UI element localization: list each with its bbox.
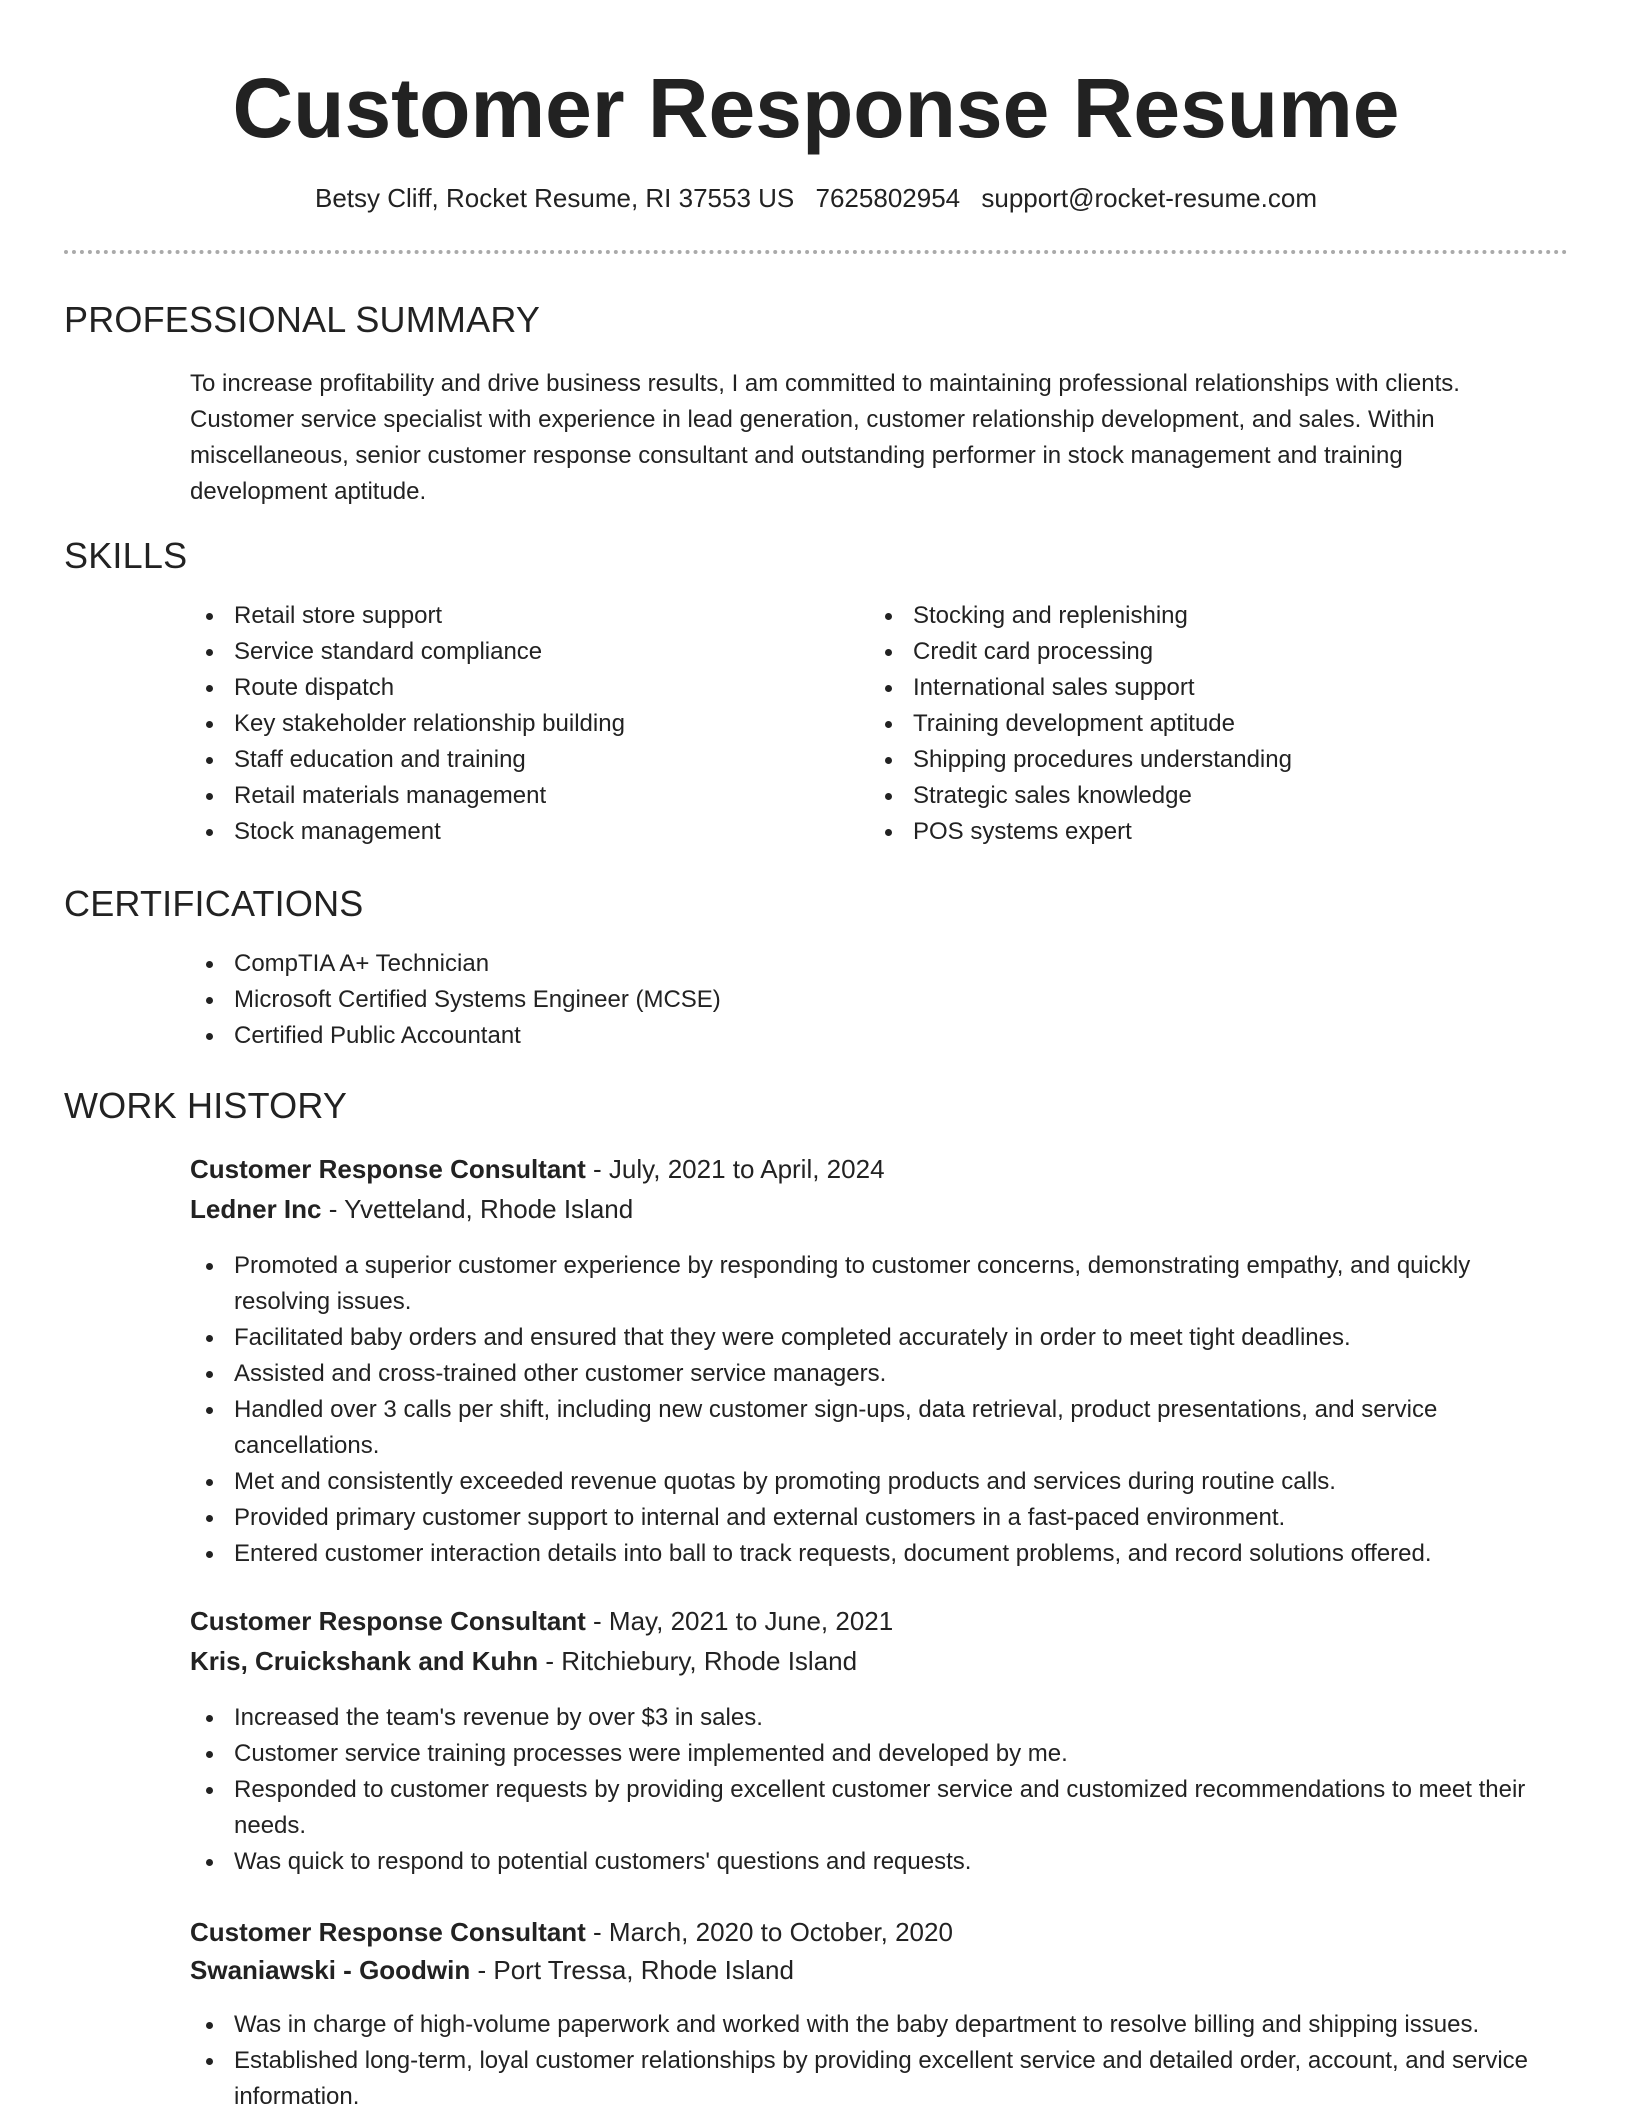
skill-item: Shipping procedures understanding (869, 742, 1529, 778)
certification-item: CompTIA A+ Technician (190, 946, 1540, 982)
job-company: Ledner Inc (190, 1194, 322, 1224)
job-bullets (190, 1700, 1540, 1880)
job-company-line (190, 1190, 633, 1228)
contact-address: Betsy Cliff, Rocket Resume, RI 37553 US (315, 183, 795, 213)
job-title-line (190, 1913, 953, 1951)
summary-text: To increase profitability and drive business results, I am committed to maintaining professional relationships with clients. Customer service specialist with experience in lead generation, customer relationship development, and sales. Within miscellaneous, senior customer response consultant and outstanding performer in stock management and training development aptitude. (190, 370, 1460, 505)
skill-item: Route dispatch (190, 670, 830, 706)
job-location: - Ritchiebury, Rhode Island (538, 1646, 858, 1676)
job-title: Customer Response Consultant (190, 1917, 586, 1947)
skills-heading: SKILLS (64, 535, 188, 576)
work-history-heading: WORK HISTORY (64, 1085, 348, 1126)
job-location: - Port Tressa, Rhode Island (470, 1955, 794, 1985)
job-location: - Yvetteland, Rhode Island (321, 1194, 634, 1224)
certification-item: Certified Public Accountant (190, 1018, 1540, 1054)
contact-phone: 7625802954 (815, 183, 961, 213)
certification-item: Microsoft Certified Systems Engineer (MCSE) (190, 982, 1540, 1018)
skill-item: Training development aptitude (869, 706, 1529, 742)
job-title-line (190, 1602, 893, 1640)
job-bullet: Promoted a superior customer experience by responding to customer concerns, demonstrating empathy, and quickly resolving issues. (190, 1248, 1540, 1320)
job-bullet: Handled over 3 calls per shift, including new customer sign-ups, data retrieval, product presentations, and service cancellations. (190, 1392, 1540, 1464)
contact-line (0, 180, 1632, 216)
job-title: Customer Response Consultant (190, 1154, 586, 1184)
job-dates: - May, 2021 to June, 2021 (585, 1606, 894, 1636)
job-bullets (190, 1248, 1540, 1572)
page-title: Customer Response Resume (232, 61, 1400, 155)
skill-item: International sales support (869, 670, 1529, 706)
job-dates: - March, 2020 to October, 2020 (585, 1917, 953, 1947)
skill-item: POS systems expert (869, 814, 1529, 850)
certifications-heading: CERTIFICATIONS (64, 883, 364, 924)
skill-item: Retail materials management (190, 778, 830, 814)
summary-heading: PROFESSIONAL SUMMARY (64, 299, 541, 340)
job-bullet: Customer service training processes were implemented and developed by me. (190, 1736, 1540, 1772)
certifications-list (190, 946, 1540, 1054)
job-bullet: Responded to customer requests by providing excellent customer service and customized recommendations to meet their needs. (190, 1772, 1540, 1844)
skill-item: Credit card processing (869, 634, 1529, 670)
job-bullet: Was in charge of high-volume paperwork and worked with the baby department to resolve billing and shipping issues. (190, 2007, 1540, 2043)
skills-list-left (190, 598, 830, 850)
job-bullet: Facilitated baby orders and ensured that they were completed accurately in order to meet tight deadlines. (190, 1320, 1540, 1356)
job-bullet: Established long-term, loyal customer relationships by providing excellent service and detailed order, account, and service information. (190, 2043, 1540, 2115)
job-bullet: Increased the team's revenue by over $3 in sales. (190, 1700, 1540, 1736)
job-title: Customer Response Consultant (190, 1606, 586, 1636)
skill-item: Service standard compliance (190, 634, 830, 670)
skill-item: Retail store support (190, 598, 830, 634)
job-company-line (190, 1642, 857, 1680)
job-bullet: Met and consistently exceeded revenue quotas by promoting products and services during routine calls. (190, 1464, 1540, 1500)
header-divider (64, 250, 1568, 254)
job-company: Swaniawski - Goodwin (190, 1955, 471, 1985)
job-bullets (190, 2007, 1540, 2115)
job-bullet: Entered customer interaction details into ball to track requests, document problems, and record solutions offered. (190, 1536, 1540, 1572)
job-company-line (190, 1951, 794, 1989)
job-dates: - July, 2021 to April, 2024 (585, 1154, 885, 1184)
skill-item: Stock management (190, 814, 830, 850)
job-bullet: Was quick to respond to potential customers' questions and requests. (190, 1844, 1540, 1880)
skills-list-right (869, 598, 1529, 850)
skill-item: Staff education and training (190, 742, 830, 778)
job-bullet: Assisted and cross-trained other customer service managers. (190, 1356, 1540, 1392)
skill-item: Key stakeholder relationship building (190, 706, 830, 742)
job-company: Kris, Cruickshank and Kuhn (190, 1646, 539, 1676)
job-title-line (190, 1150, 885, 1188)
skill-item: Stocking and replenishing (869, 598, 1529, 634)
job-bullet: Provided primary customer support to internal and external customers in a fast-paced environment. (190, 1500, 1540, 1536)
skill-item: Strategic sales knowledge (869, 778, 1529, 814)
contact-email: support@rocket-resume.com (981, 183, 1317, 213)
